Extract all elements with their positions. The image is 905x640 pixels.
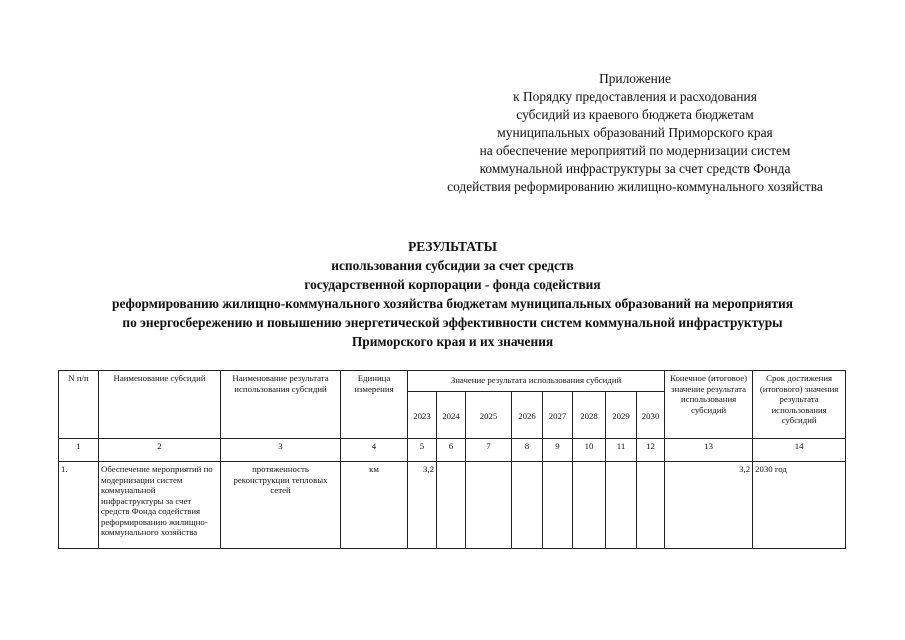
column-number: 3 [221,439,341,462]
row-result: протяженность реконструкции тепловых сетей [221,462,341,549]
header-year: 2029 [606,392,637,439]
header-values-group: Значение результата использования субсидий [408,371,665,392]
column-number-row [59,439,846,462]
column-number: 4 [341,439,408,462]
row-num: 1. [59,462,99,549]
row-value [543,462,573,549]
column-number: 2 [99,439,221,462]
column-number: 8 [512,439,543,462]
row-value [512,462,543,549]
header-year: 2023 [408,392,437,439]
row-final: 3,2 [665,462,753,549]
appendix-line: Приложение [599,71,671,86]
appendix-line: муниципальных образований Приморского края [497,125,773,140]
row-value [573,462,606,549]
column-number: 6 [437,439,466,462]
appendix-line: содействия реформированию жилищно-коммунального хозяйства [447,179,823,194]
row-unit: км [341,462,408,549]
header-final: Конечное (итоговое) значение результата использования субсидий [665,371,753,439]
header-year: 2027 [543,392,573,439]
document-title [20,237,885,351]
title-line: Приморского края и их значения [351,334,554,349]
appendix-line: коммунальной инфраструктуры за счет средств Фонда [479,161,791,176]
table-row [59,462,846,549]
column-number: 1 [59,439,99,462]
title-line: реформированию жилищно-коммунального хозяйства бюджетам муниципальных образований на мероприятия [112,296,793,311]
title-line: РЕЗУЛЬТАТЫ [408,239,497,254]
row-subsidy: Обеспечение мероприятий по модернизации систем коммунальной инфраструктуры за счет средств Фонда содействия реформированию жилищно-коммунального хозяйства [99,462,221,549]
column-number: 11 [606,439,637,462]
column-number: 13 [665,439,753,462]
header-num: N п/п [59,371,99,439]
header-year: 2028 [573,392,606,439]
title-line: использования субсидии за счет средств [331,258,574,273]
column-number: 12 [637,439,665,462]
title-line: государственной корпорации - фонда содействия [304,277,601,292]
title-line: по энергосбережению и повышению энергетической эффективности систем коммунальной инфраструктуры [122,315,783,330]
row-value: 3,2 [408,462,437,549]
results-table [58,370,846,549]
appendix-line: на обеспечение мероприятий по модернизации систем [479,143,791,158]
appendix-header [400,70,870,196]
header-result: Наименование результата использования субсидий [221,371,341,439]
header-unit: Единица измерения [341,371,408,439]
header-year: 2024 [437,392,466,439]
column-number: 9 [543,439,573,462]
appendix-line: к Порядку предоставления и расходования [513,89,757,104]
header-deadline: Срок достижения (итогового) значения результата использования субсидий [753,371,846,439]
column-number: 7 [466,439,512,462]
row-value [437,462,466,549]
row-value [606,462,637,549]
row-value [466,462,512,549]
appendix-line: субсидий из краевого бюджета бюджетам [516,107,754,122]
header-year: 2030 [637,392,665,439]
row-deadline: 2030 год [753,462,846,549]
column-number: 14 [753,439,846,462]
header-year: 2025 [466,392,512,439]
row-value [637,462,665,549]
column-number: 5 [408,439,437,462]
header-year: 2026 [512,392,543,439]
header-subsidy: Наименование субсидий [99,371,221,439]
column-number: 10 [573,439,606,462]
